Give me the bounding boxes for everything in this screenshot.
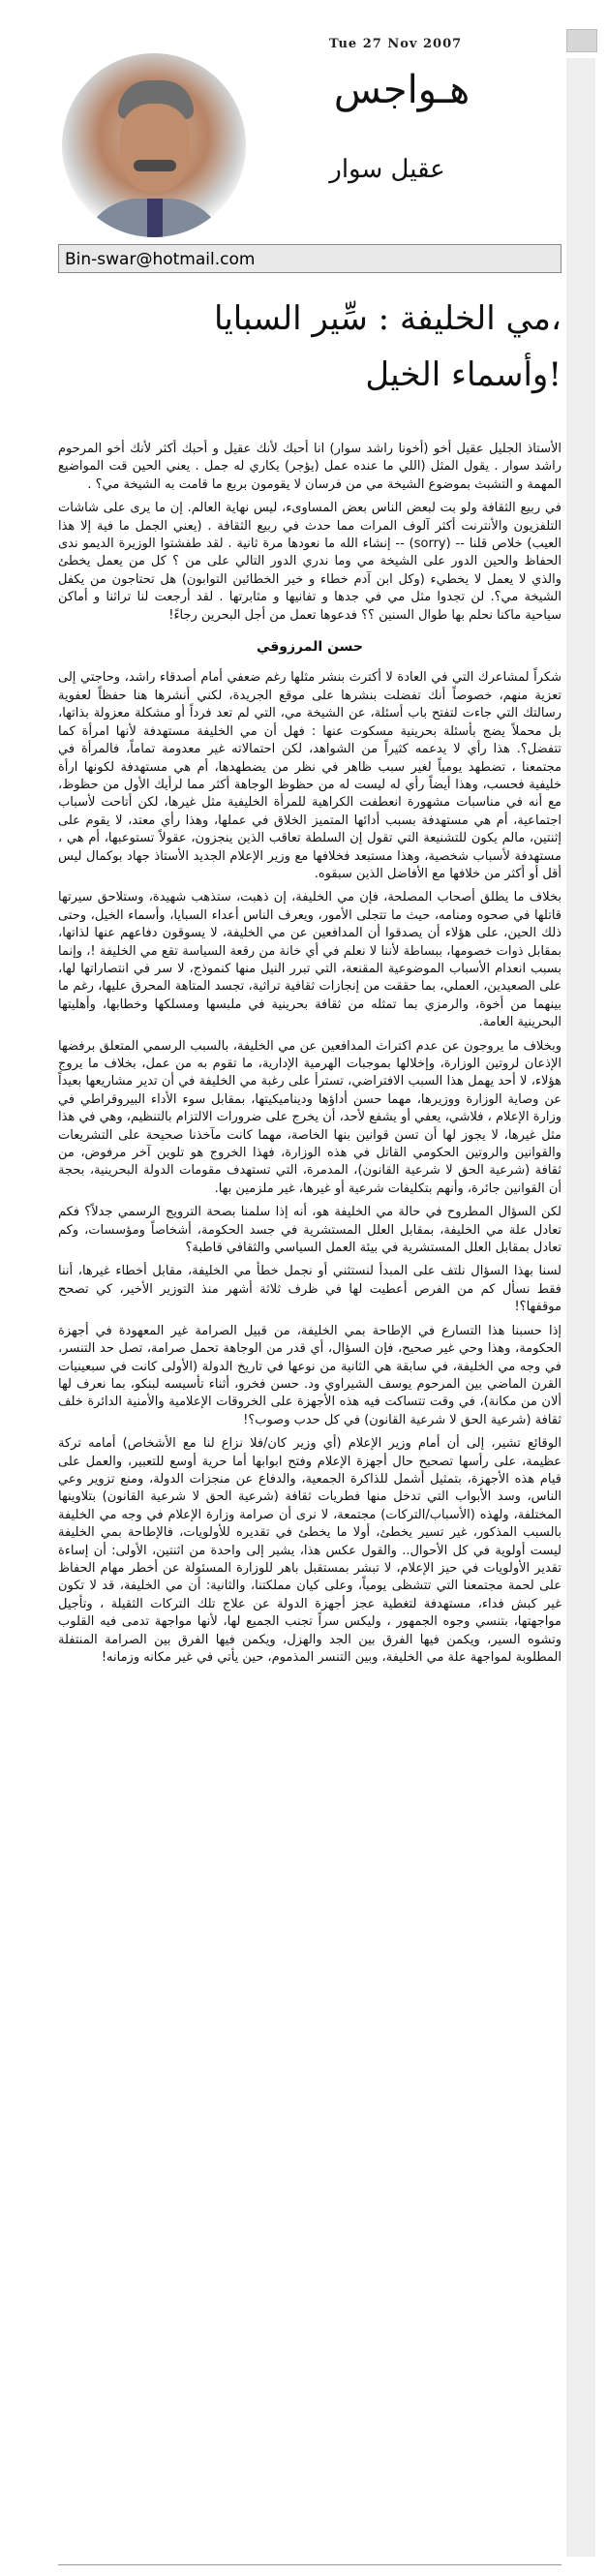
author-name: عقيل سوار (329, 155, 445, 184)
publication-date: Tue 27 Nov 2007 (329, 37, 463, 51)
paragraph: وبخلاف ما يروجون عن عدم اكتراث المدافعين عن مي الخليفة، بالسبب الرسمي المتعلق برفضها الإذعان لروتين الوزارة، وإخلالها بموجبات الهرمية الإدارية، ما تقوم به من عمل، بخلاف ما يروج هؤلاء، لا أحد يهمل هذا السبب الافتراضي، تسترأ على رغبة مي الخليفة في أن تدير مشاريعها بعيداً عن وصاية الوزارة ووزيرها، مهما حسن أداؤها وديناميكيتها، بمقابل سوء الأداء البيروقراطي في وزارة الإعلام ، فلاشي، يعفي أو يشفع لأحد، أن يخرج على ضرورات الالتزام بالتنظيم، وهي في هذا مثل غيرها، لا يجوز لها أن تسن قوانين بنها الخاصة، مهما كانت مآخذنا صحيحة على التشريعات والقوانين والروتين الحكومي القاتل في هذه الوزارة، فهذا الخروج هو تلوين آخر مرفوض، من ثقافة (شرعية الحق لا شرعية القانون)، المدمرة، التي تستهدف مقومات الدولة البحرينية، بحجة أن القوانين جائرة، وأنهم بتكليفات شرعية أو غيرها، غير ملزمين بها. (58, 1038, 561, 1196)
column-title: هـواجس (333, 68, 470, 112)
headline-line-1: مي الخليفة : سِّير السبايا، (213, 299, 561, 338)
paragraph: الأستاذ الجليل عقيل أخو (أخونا راشد سوار) انا أحبك لأنك عقيل و أحبك أكثر لأنك أخو المرحوم راشد سوار . يقول المثل (اللي ما عنده عمل (يؤجر) يكاري له جمل . يعني الحين قت المواضيع المهمة و التشبث بموضوع الشيخة مي من فرسان لا يقومون بربع ما قامت به الشيخة مي؟ . (58, 442, 561, 492)
letter-signature: حسن المرزوقي (256, 639, 364, 656)
paragraph: لكن السؤال المطروح في حالة مي الخليفة هو، أنه إذا سلمنا بصحة الترويج الرسمي جدلاً؟ فكم تعادل علة مي الخليفة، بمقابل العلل المستشرية في جسد الحكومة، أشخاصاً ومؤسسات، وكم تعادل بمقابل العلل المستشرية في بيئة العمل السياسي والثقافي قاطبة؟ (58, 1205, 561, 1256)
scrollbar-thumb[interactable] (566, 29, 597, 52)
bottom-divider (58, 2564, 561, 2565)
paragraph: شكراً لمشاعرك التي في العادة لا أكترث بنشر مثلها رغم ضعفي أمام أصدقاء راشد، وحاجتي إلى تعزية منهم، خصوصاً أنك تفضلت بنشرها على موقع الجريدة، لكني أنشرها هنا حفظاً لعفوية رسالتك التي جاءت لتفتح باب أسئلة، عن الشيخة مي، التي لم تعد فرداً أو مشكلة معزولة بذاتها، بل محملاً يضج بأسئلة بحرينية مسكوت عنها : فهل أن مي الخليفة مستهدفة لأنها امرأة كما تتفضل؟. هذا رأي لا يدعمه كثيراً من الشواهد، لكن احتمالاته غير معدومة تماماً، فالمرأة في مجتمعنا ، تضطهد يومياً لغير سبب ظاهر في نظر من يضطهدها، أم هي مستهدفة لكونها ارأة خليفية فحسب، وهذا أيضاً رأي له ليست له من حظوظ الوجاهة أكثر مما لرأيك الأول من حظوظ، مع أنه في مناسبات مشهورة انعطفت الكراهية للمرأة الخليفية مثل غيرها، لكن أتاحت لأسباب اجتماعية، أم هي مستهدفة بسبب أدائها المتميز الخلاق في عملها، وهذا رأي معتد، لا يقوم على إثنتين، مالم يكون للتشنيعة التي تقول إن السلطة تعاقب الذين ينجزون، عقولاً تستوعبها، أم هي ، مستهدفة لأسباب شخصية، وهذا مستبعد فخلافها مع وزير الإعلام الجديد الأستاذ جهاد بوكمال ليس أقل أو أكثر من خلافها مع الأفاضل الذين سبقوه. (58, 670, 561, 881)
author-email[interactable]: Bin-swar@hotmail.com (58, 244, 561, 273)
paragraph: إذا حسبنا هذا التسارع في الإطاحة بمي الخليفة، من قبيل الصرامة غير المعهودة في أجهزة الحكومة، وهذا وحي غير صحيح، فإن السؤال، أي قدر من الوجاهة تحمل صرامة، تصل حد التنسر، في وجه مي الخليفة، في سابقة هي الثانية من نوعها في تاريخ الدولة (الأولى كانت في سبعينيات القرن الماضي بين المرحوم يوسف الشيراوي ود. حسن فخرو، أثناء تأسيسه لبنكو، بما نعرف لها ألان من مكانة)، في وقت تتساكت فيه هذه الأجهزة على الخروقات الإعلامية والأمنية الدائرة خلف ثقافة (شرعية الحق لا شرعية القانون) في كل حدب وصوب؟! (58, 1323, 561, 1427)
headline-line-2: وأسماء الخيل! (365, 355, 561, 394)
paragraph: لسنا بهذا السؤال نلتف على المبدأ لنستثني أو نجمل خطأ مي الخليفة، مقابل أخطاء غيرها، أننا فقط نسأل كم من الفرص أعطيت لها في ظرف ثلاثة أشهر منذ التوزير الأخير، كي تصحح موقفها؟! (58, 1264, 561, 1315)
article-headline (58, 291, 561, 403)
scrollbar[interactable] (566, 29, 601, 2566)
paragraph: في ربيع الثقافة ولو بت لبعض الناس بعض المساوىء، ليس نهاية العالم. إن ما يرى على شاشات التلفزيون والأنترنت أكثر آلوف المرات مما حدث في ربيع الثقافة . (يعني الجمل ما فية إلا هذا العيب) خلاص قلنا -- (sorry) -- إنشاء الله ما نعودها مرة ثانية . لقد طفشتوا الوزيرة الديمو ندى الحفاظ والحين الدور على الشيخة مي وما ندري الدور التالي على من ؟ كل من يعمل يخطئ والذي لا يعمل لا يخطيء (وكل ابن آدم خطاء و خير الخطائين التوابون) هل تحتاجون من يكفل الشيخة مي؟. لن تجدوا مثل مي في جدها و تفانيها و مثابرتها . لقد أرجعت لنا تراثنا و أماكن سياحية ماكنا نحلم بها طوال السنين ؟؟ فدعوها تعمل من أجل البحرين رجاءً! (58, 501, 561, 623)
author-photo (62, 53, 246, 237)
article-body (58, 441, 561, 1672)
paragraph: بخلاف ما يطلق أصحاب المصلحة، فإن مي الخليفة، إن ذهبت، ستذهب شهيدة، وستلاحق سيرتها قاتلها في صحوه ومنامه، حيث ما تتجلى الأمور، ويعرف الناس أعداء السبايا، وأسماء الخيل، وحتى ذلك الحين، على هؤلاء أن يصدقوا أن المدافعين عن مي الخليفة، لا يسوقون دفاعهم عنها لذاتها، بمقابل ذوات خصومها، ببساطة لأننا لا نعلم في أي خانة من رقعة السياسة تقع مي الخليفة !، وإنما بسبب انعدام الأسباب الموضوعية المقنعة، التي تبرر النيل منها كنموذج، لا سر في انتصاراتها لها، على الصعيدين، العملي، بما حققت من إنجازات ثقافية تراثية، تجسد المتاهة المحرق عليها، رغم ما بينهما من أخوة، والرمزي بما تمثله من ثقافة بحرينية في ملبسها ومسلكها وخطابها، وأهليتها البحرينية العامة. (58, 890, 561, 1030)
paragraph: الوقائع تشير، إلى أن أمام وزير الإعلام (أي وزير كان/فلا نزاع لنا مع الأشخاص) أمامه تركة عظيمة، على رأسها تصحيح حال أجهزة الإعلام وفتح ابوابها أما حرية أوسع للتعبير، والعمل على قيام هذه الأجهزة، بتمثيل أشمل للذاكرة الجمعية، والدفاع عن منجزات الدولة، ومنع تزوير وعي الناس، وسد الأبواب التي تدخل منها فطريات ثقافة (شرعية الحق لا شرعية القانون) بتلاوينها المختلفة، ولهذه (الأسباب/التركات) مجتمعة، لا نرى أن صرامة وزارة الإعلام في وجه مي الخليفة بالسبب المذكور، غير تسير يخطئ، أولا ما يخطئ في تقديره للأولويات، فالإطاحة بمي الخليفة ليست أولوية في كل الأحوال.. والقول عكس هذا، يشير إلى واحدة من اثنتين، الأولى: أن إساءة تقدير الأولويات في حيز الإعلام، لا تبشر بمستقبل باهر للوزارة المسئولة عن أخطر مهام الحفاظ على لحمة مجتمعنا التي تتشظى يومياً، وعلى كيان مملكتنا، والثانية: أن مي الخليفة، قد لا تكون غير كبش فداء، مستهدفة لتغطية عجز أجهزة الدولة عن علاج تلك التركات الثقيلة ، وتأجيل مواجهتها، بتنسي وجوه الجمهور ، وليكس سراً تجنب الجميع لها، لأنها مواجهة تدمى فيه القلوب وتشوه السير، ويكمن فيها الفرق بين الجد والهزل، ويكمن فيها الفرق بين الصرامة المنتفلة المطلوبة لمواجهة علة مي الخليفة، وبين التنسر المذموم، حين يأتي في غير مكانه وزمانه! (58, 1436, 561, 1665)
scrollbar-track[interactable] (566, 58, 595, 2557)
